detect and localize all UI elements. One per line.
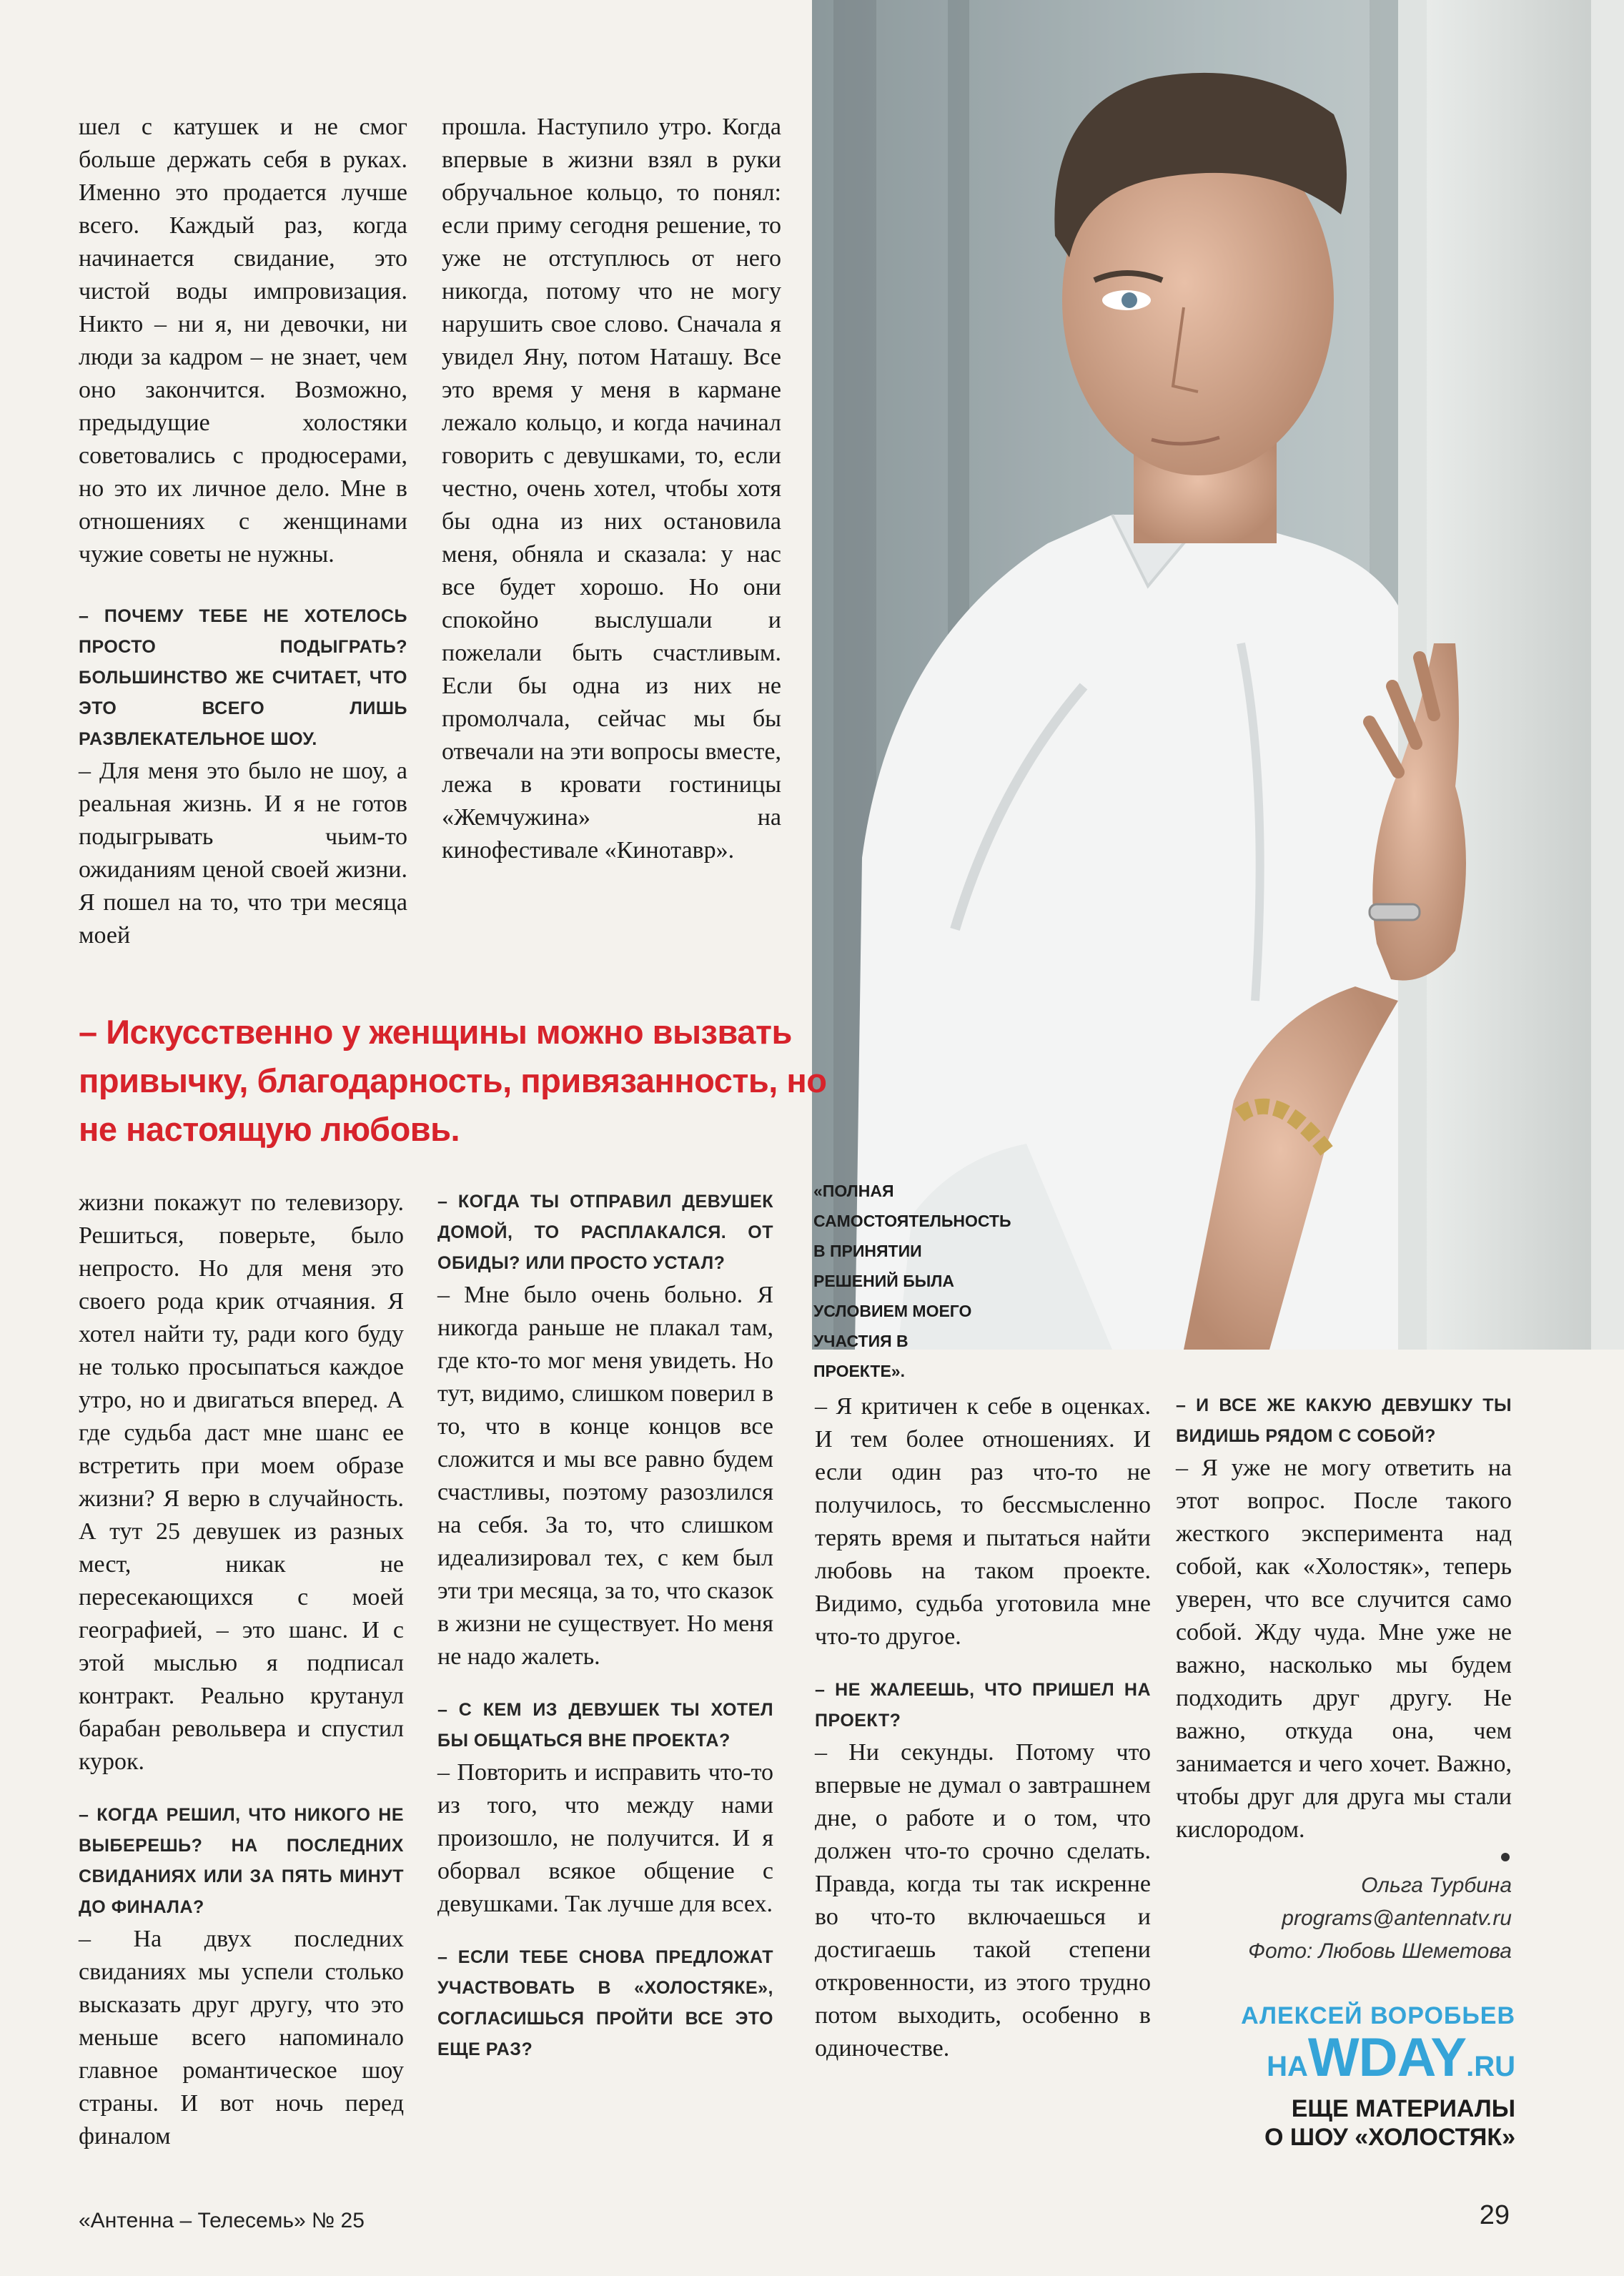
question: – ПОЧЕМУ ТЕБЕ НЕ ХОТЕЛОСЬ ПРОСТО ПОДЫГРАТЬ? БОЛЬШИНСТВО ЖЕ СЧИТАЕТ, ЧТО ЭТО ВСЕГО ЛИШЬ РАЗВЛЕКАТЕЛЬНОЕ ШОУ. bbox=[79, 606, 407, 749]
promo-site bbox=[1115, 2027, 1515, 2094]
paragraph: шел с катушек и не смог больше держать себя в руках. Именно это продается лучше всего. Каждый раз, когда начинается свидание, это чистой воды импровизация. Никто – ни я, ни девочки, ни люди за кадром – не знает, чем оно закончится. Возможно, предыдущие холостяки советовались с продюсерами, но это их личное дело. Мне в отношениях с женщинами чужие советы не нужны. bbox=[79, 114, 407, 568]
paragraph: – Я критичен к себе в оценках. И тем более отношениях. И если один раз что-то не получилось, то бессмысленно терять время и пытаться найти любовь на таком проекте. Видимо, судьба уготовила мне что-то другое. bbox=[815, 1393, 1151, 1650]
promo-line-1: ЕЩЕ МАТЕРИАЛЫ bbox=[1291, 2095, 1515, 2122]
portrait-photo bbox=[812, 0, 1624, 1350]
author-email: programs@antennatv.ru bbox=[1282, 1906, 1512, 1930]
paragraph: прошла. Наступило утро. Когда впервые в жизни взял в руки обручальное кольцо, то понял: если приму сегодня решение, то уже не отступлюсь от него никогда, потому что не могу нарушить свое слово. Сначала я увидел Яну, потом Наташу. Все это время у меня в кармане лежало кольцо, и когда начинал говорить с девушками, то, если честно, очень хотел, чтобы хотя бы одна из них остановила меня, обняла и сказала: у нас все будет хорошо. Но они спокойно выслушали и пожелали быть счастливым. Если бы одна из них не промолчала, сейчас мы бы отвечали на эти вопросы вместе, лежа в кровати гостиницы «Жемчужина» на кинофестивале «Кинотавр». bbox=[442, 114, 781, 864]
question: – КОГДА РЕШИЛ, ЧТО НИКОГО НЕ ВЫБЕРЕШЬ? НА ПОСЛЕДНИХ СВИДАНИЯХ ИЛИ ЗА ПЯТЬ МИНУТ ДО ФИНАЛА? bbox=[79, 1805, 404, 1917]
question: – КОГДА ТЫ ОТПРАВИЛ ДЕВУШЕК ДОМОЙ, ТО РАСПЛАКАЛСЯ. ОТ ОБИДЫ? ИЛИ ПРОСТО УСТАЛ? bbox=[437, 1192, 773, 1273]
article-signature bbox=[1215, 1869, 1512, 1968]
promo-site-name: WDAY bbox=[1307, 2027, 1467, 2088]
website-promo bbox=[1115, 2002, 1515, 2152]
paragraph: – Ни секунды. Потому что впервые не думал о завтрашнем дне, о работе и о том, что должен что-то срочно сделать. Правда, когда ты так искренне во что-то включаешься и достигаешь такой степени откровенности, из этого трудно потом выходить, особенно в одиночестве. bbox=[815, 1739, 1151, 2062]
top-column-1 bbox=[79, 111, 407, 952]
paragraph: – Мне было очень больно. Я никогда раньше не плакал там, где кто-то мог меня увидеть. Но тут, видимо, слишком поверил в то, что в конце концов все сложится и мы все равно будем счастливы, поэтому разозлился на себя. За то, что слишком идеализировал тех, с кем был эти три месяца, за то, что сказок в жизни не существует. Но меня не надо жалеть. bbox=[437, 1282, 773, 1670]
end-bullet-icon bbox=[1501, 1853, 1510, 1861]
pull-quote: – Искусственно у женщины можно вызвать привычку, благодарность, привязанность, но не настоящую любовь. bbox=[79, 1013, 827, 1148]
top-column-2 bbox=[442, 111, 781, 867]
paragraph: жизни покажут по телевизору. Решиться, поверьте, было непросто. Но для меня это своего рода крик отчаяния. Я хотел найти ту, ради кого буду не только просыпаться каждое утро, но и двигаться вперед. А где судьба даст мне шанс ее встретить при моем образе жизни? Я верю в случайность. А тут 25 девушек из разных мест, никак не пересекающихся с моей географией, – это шанс. И с этой мыслью я подписал контракт. Реально крутанул барабан револьвера и спустил курок. bbox=[79, 1189, 404, 1775]
promo-name: АЛЕКСЕЙ ВОРОБЬЕВ bbox=[1241, 2002, 1515, 2029]
bottom-column-4 bbox=[1176, 1390, 1512, 1846]
promo-prefix: НА bbox=[1267, 2051, 1308, 2082]
paragraph: – Повторить и исправить что-то из того, что между нами произошло, не получится. И я оборвал всякое общение с девушками. Так лучше для всех. bbox=[437, 1759, 773, 1917]
paragraph: – На двух последних свиданиях мы успели столько высказать друг другу, что это меньше всего напоминало главное романтическое шоу страны. И вот ночь перед финалом bbox=[79, 1926, 404, 2149]
question: – ЕСЛИ ТЕБЕ СНОВА ПРЕДЛОЖАТ УЧАСТВОВАТЬ В «ХОЛОСТЯКЕ», СОГЛАСИШЬСЯ ПРОЙТИ ВСЕ ЭТО ЕЩЕ РАЗ? bbox=[437, 1947, 773, 2059]
question: – И ВСЕ ЖЕ КАКУЮ ДЕВУШКУ ТЫ ВИДИШЬ РЯДОМ С СОБОЙ? bbox=[1176, 1395, 1512, 1446]
bottom-column-1 bbox=[79, 1187, 404, 2153]
photo-credit: Фото: Любовь Шеметова bbox=[1248, 1939, 1512, 1963]
promo-line-2: О ШОУ «ХОЛОСТЯК» bbox=[1264, 2124, 1515, 2151]
bottom-column-2 bbox=[437, 1187, 773, 2065]
bottom-column-3 bbox=[815, 1390, 1151, 2065]
paragraph: – Я уже не могу ответить на этот вопрос. После такого жесткого эксперимента над собой, как «Холостяк», теперь уверен, что все случится само собой. Жду чуда. Мне уже не важно, насколько мы будем подходить друг другу. Не важно, откуда она, чем занимается и чего хочет. Важно, чтобы друг для друга мы стали кислородом. bbox=[1176, 1455, 1512, 1843]
photo-caption: «ПОЛНАЯ САМОСТОЯТЕЛЬНОСТЬ В ПРИНЯТИИ РЕШЕНИЙ БЫЛА УСЛОВИЕМ МОЕГО УЧАСТИЯ В ПРОЕКТЕ». bbox=[813, 1182, 1011, 1380]
paragraph: – Для меня это было не шоу, а реальная жизнь. И я не готов подыгрывать чьим-то ожиданиям ценой своей жизни. Я пошел на то, что три месяца моей bbox=[79, 758, 407, 949]
author-name: Ольга Турбина bbox=[1361, 1874, 1512, 1897]
question: – С КЕМ ИЗ ДЕВУШЕК ТЫ ХОТЕЛ БЫ ОБЩАТЬСЯ ВНЕ ПРОЕКТА? bbox=[437, 1700, 773, 1751]
promo-tld: .RU bbox=[1466, 2051, 1515, 2082]
question: – НЕ ЖАЛЕЕШЬ, ЧТО ПРИШЕЛ НА ПРОЕКТ? bbox=[815, 1680, 1151, 1731]
page-number: 29 bbox=[1479, 2200, 1510, 2230]
magazine-issue: «Антенна – Телесемь» № 25 bbox=[79, 2209, 365, 2232]
